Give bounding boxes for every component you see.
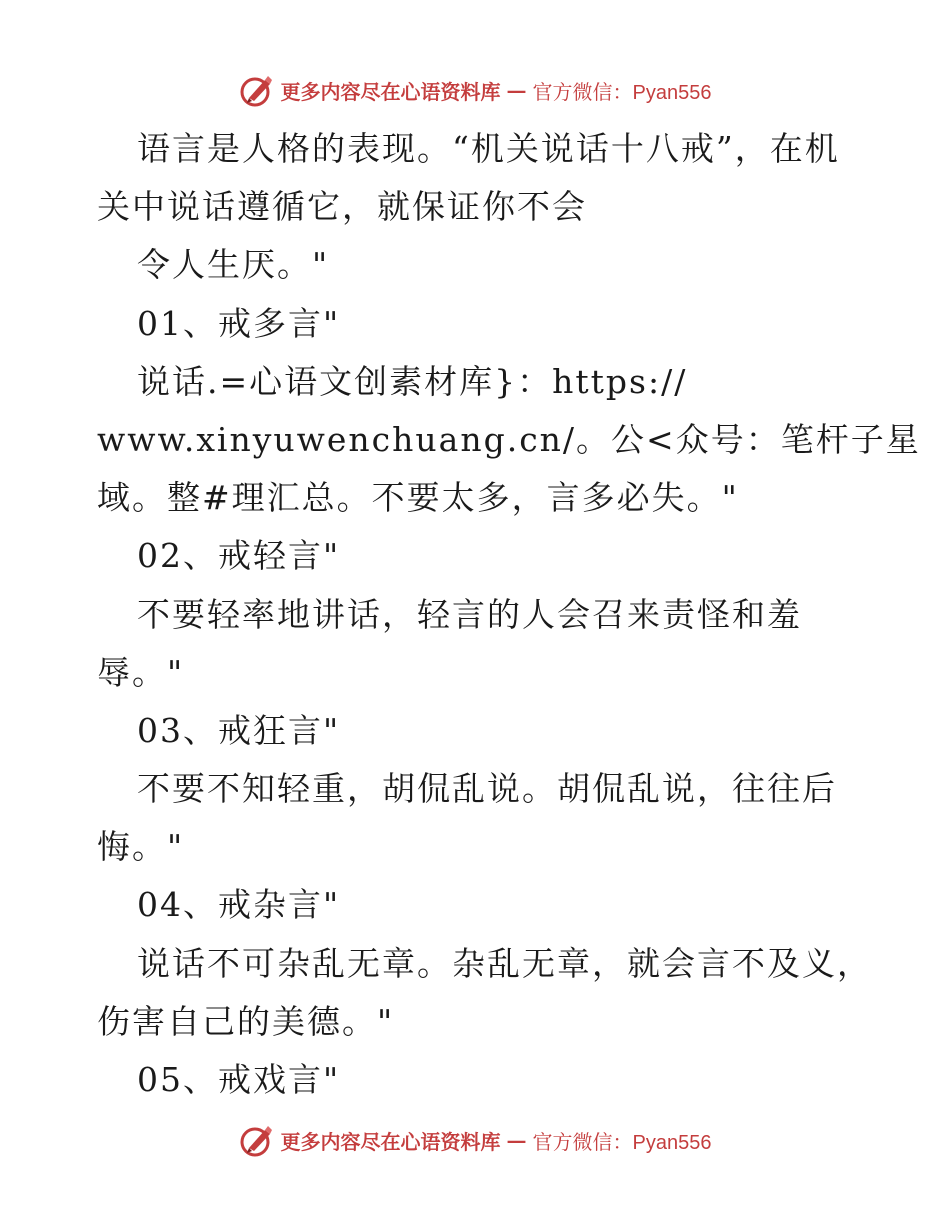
body-line: 不要不知轻重，胡侃乱说。胡侃乱说，往往后	[137, 769, 837, 809]
body-line: 关中说话遵循它，就保证你不会	[97, 187, 587, 227]
body-line: 语言是人格的表现。“机关说话十八戒”，在机	[137, 129, 840, 168]
body-line: 不要轻率地讲话，轻言的人会召来责怪和羞	[137, 594, 802, 634]
pen-circle-logo-icon	[239, 1122, 275, 1158]
body-line: 说话不可杂乱无章。杂乱无章，就会言不及义，	[137, 943, 872, 983]
section-heading: 04、戒杂言"	[137, 885, 341, 925]
body-line: 说话.=心语文创素材库}：https://	[137, 361, 688, 401]
footer-dash: —	[506, 1128, 527, 1152]
header-dash: —	[506, 78, 527, 102]
footer-banner	[0, 1120, 950, 1160]
pen-circle-logo-icon	[239, 72, 275, 108]
body-line: www.xinyuwenchuang.cn/。公<众号：笔杆子星	[97, 419, 921, 459]
body-line: 辱。"	[97, 652, 185, 692]
section-heading: 03、戒狂言"	[137, 710, 341, 750]
header-main-text: 更多内容尽在心语资料库	[280, 79, 501, 104]
document-body	[97, 120, 921, 1109]
body-line: 域。整#理汇总。不要太多，言多必失。"	[97, 478, 739, 518]
footer-wechat-text: 官方微信：Pyan556	[532, 1131, 712, 1154]
section-heading: 02、戒轻言"	[137, 536, 341, 576]
section-heading: 01、戒多言"	[137, 303, 341, 343]
body-line: 令人生厌。"	[137, 245, 330, 285]
header-wechat-text: 官方微信：Pyan556	[532, 81, 712, 104]
header-banner	[0, 70, 950, 110]
footer-main-text: 更多内容尽在心语资料库	[280, 1129, 501, 1154]
body-line: 伤害自己的美德。"	[97, 1001, 395, 1041]
body-line: 悔。"	[97, 827, 185, 867]
section-heading: 05、戒戏言"	[137, 1060, 341, 1099]
